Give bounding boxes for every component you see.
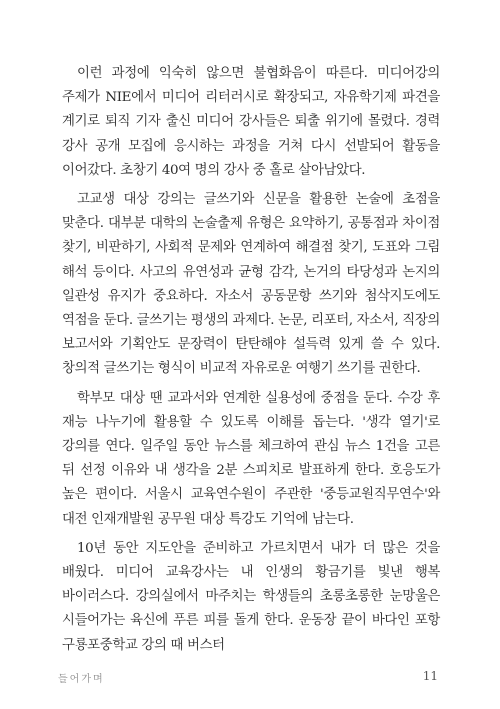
page-footer: [58, 670, 438, 688]
paragraph-1: 이런 과정에 익숙히 않으면 불협화음이 따른다. 미디어강의 주제가 NIE에서 미디어 리터러시로 확장되고, 자유학기제 파견을 계기로 퇴직 기자 출신 미디어 강사들은 퇴출 위기에 몰렸다. 경력 강사 공개 모집에 응시하는 과정을 거쳐 다시 선발되어 활동을 이어갔다. 초창기 40여 명의 강사 중 홀로 살아남았다.: [62, 66, 440, 178]
paragraph-4: 10년 동안 지도안을 준비하고 가르치면서 내가 더 많은 것을 배웠다. 미디어 교육강사는 내 인생의 황금기를 빛낸 행복 바이러스다. 강의실에서 마주치는 학생들의 초롱초롱한 눈망울은 시들어가는 육신에 푸른 피를 돌게 한다. 운동장 끝이 바다인 포항 구룡포중학교 강의 때 버스터: [62, 540, 440, 653]
paragraph-3: 학부모 대상 땐 교과서와 연계한 실용성에 중점을 둔다. 수강 후 재능 나누기에 활용할 수 있도록 이해를 돕는다. '생각 열기'로 강의를 연다. 일주일 동안 뉴스를 체크하여 관심 뉴스 1건을 고른 뒤 선정 이유와 내 생각을 2분 스피치로 발표하게 한다. 호응도가 높은 편이다. 서울시 교육연수원이 주관한 '중등교원직무연수'와 대전 인재개발원 공무원 대상 특강도 기억에 남는다.: [62, 390, 440, 527]
running-head: 들어가며: [58, 674, 105, 685]
page-number: 11: [422, 669, 438, 683]
paragraph-2: 고교생 대상 강의는 글쓰기와 신문을 활용한 논술에 초점을 맞춘다. 대부분 대학의 논술출제 유형은 요약하기, 공통점과 차이점 찾기, 비판하기, 사회적 문제와 연계하여 해결점 찾기, 도표와 그림 해석 등이다. 사고의 유연성과 균형 감각, 논거의 타당성과 논지의 일관성 유지가 중요하다. 자소서 공동문항 쓰기와 첨삭지도에도 역점을 둔다. 글쓰기는 평생의 과제다. 논문, 리포터, 자소서, 직장의 보고서와 기획안도 문장력이 탄탄해야 설득력 있게 쓸 수 있다. 창의적 글쓰기는 형식이 비교적 자유로운 여행기 쓰기를 권한다.: [62, 192, 441, 377]
page-body: [62, 62, 440, 663]
